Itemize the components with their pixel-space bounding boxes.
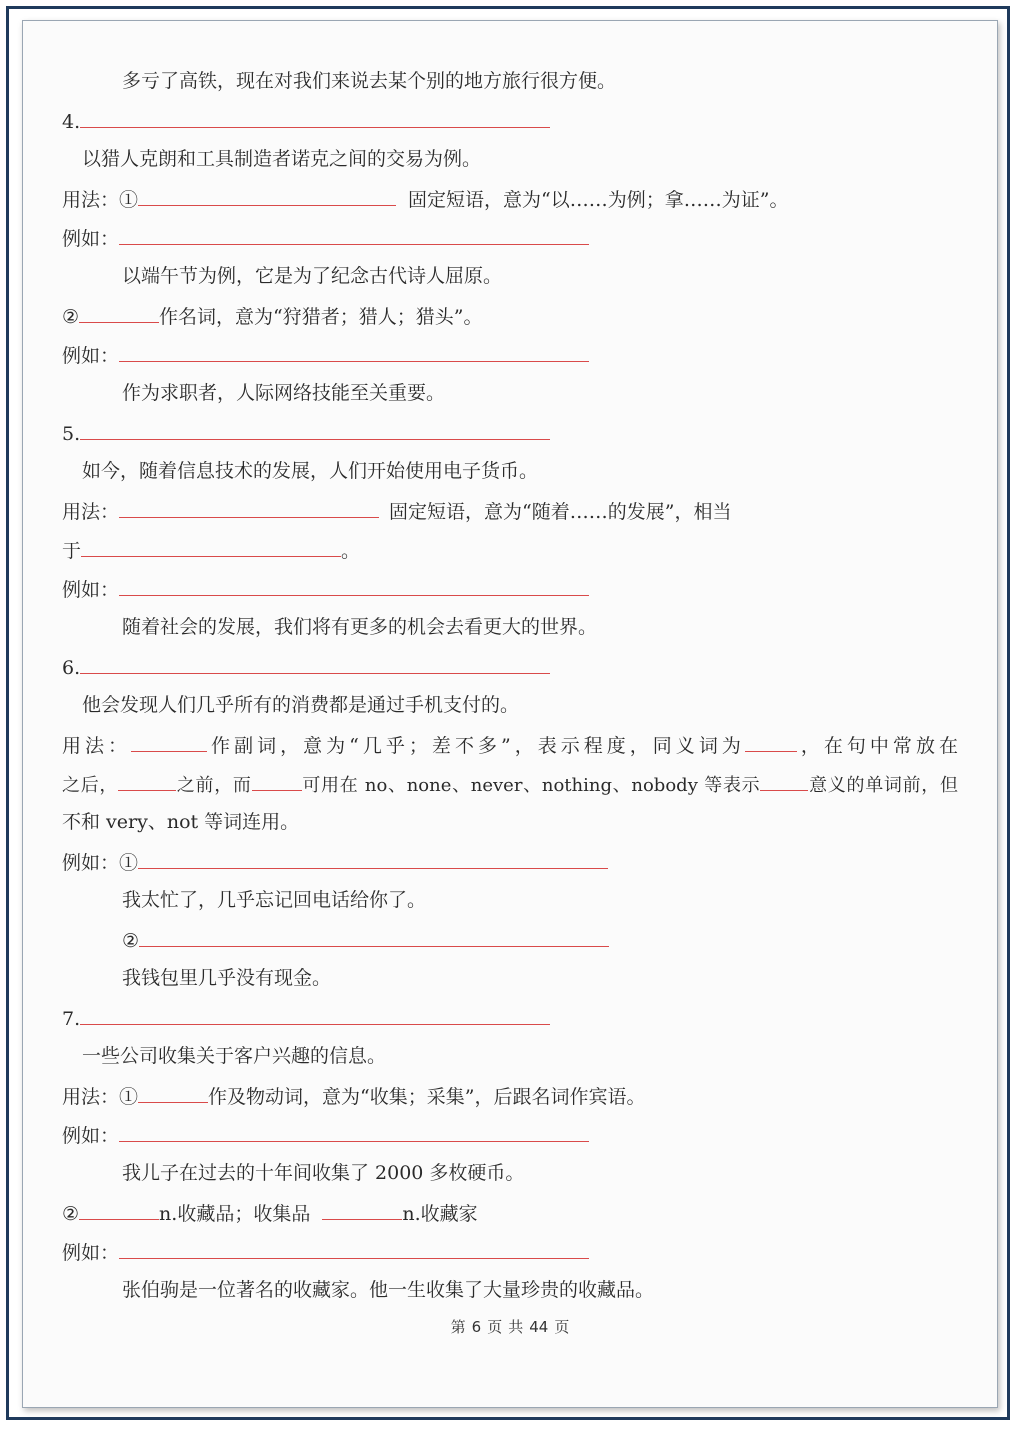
usage-label: 用法：	[62, 735, 132, 757]
usage-row	[62, 1201, 478, 1225]
usage-row	[62, 304, 482, 328]
answer-blank[interactable]	[81, 538, 341, 557]
usage-text: 固定短语，意为“以……为例；拿……为证”。	[408, 189, 789, 211]
answer-blank[interactable]	[79, 304, 159, 323]
page-footer	[0, 1316, 1020, 1337]
answer-blank[interactable]	[80, 1006, 550, 1025]
usage-text: 意义的单词前，但	[808, 775, 959, 796]
page-total: 44	[529, 1318, 549, 1336]
usage-text: 作名词，意为“狩猎者；猎人；猎头”。	[159, 306, 483, 328]
usage-row	[62, 733, 958, 757]
item-5-row	[62, 421, 550, 445]
answer-blank[interactable]	[119, 577, 589, 596]
usage-row	[62, 1084, 645, 1108]
source-sentence: 如今，随着信息技术的发展，人们开始使用电子货币。	[82, 460, 539, 482]
answer-blank[interactable]	[138, 187, 396, 206]
example-row	[62, 1123, 589, 1147]
usage-text: n.收藏家	[402, 1203, 478, 1225]
source-sentence: 一些公司收集关于客户兴趣的信息。	[82, 1045, 387, 1067]
answer-blank[interactable]	[131, 733, 207, 752]
example-sentence: 以端午节为例，它是为了纪念古代诗人屈原。	[122, 265, 503, 287]
example-label: 例如：	[62, 345, 120, 367]
usage-text: 作及物动词，意为“收集；采集”，后跟名词作宾语。	[208, 1086, 646, 1108]
usage-row-continued: 不和 very、not 等词连用。	[62, 811, 300, 833]
usage-text: 之后，	[62, 775, 119, 796]
source-sentence: 以猎人克朗和工具制造者诺克之间的交易为例。	[82, 148, 482, 170]
footer-text: 页	[554, 1318, 570, 1336]
item-number: 6.	[62, 657, 81, 679]
example-row	[62, 226, 589, 250]
item-6-row	[62, 655, 550, 679]
example-row	[62, 577, 589, 601]
example-label: 例如：	[62, 1125, 120, 1147]
answer-blank[interactable]	[139, 928, 609, 947]
footer-text: 共	[508, 1318, 524, 1336]
source-sentence: 他会发现人们几乎所有的消费都是通过手机支付的。	[82, 694, 520, 716]
example-sentence: 多亏了高铁，现在对我们来说去某个别的地方旅行很方便。	[122, 70, 617, 92]
footer-text: 页	[487, 1318, 503, 1336]
answer-blank[interactable]	[118, 772, 176, 791]
usage-label: ②	[62, 1203, 80, 1225]
example-row	[62, 1240, 589, 1264]
usage-text: 。	[341, 540, 361, 562]
usage-row	[62, 499, 731, 523]
item-number: 4.	[62, 111, 81, 133]
answer-blank[interactable]	[119, 1123, 589, 1142]
answer-blank[interactable]	[138, 1084, 208, 1103]
example-label: ②	[122, 930, 140, 952]
answer-blank[interactable]	[252, 772, 302, 791]
usage-text: 可用在 no、none、never、nothing、nobody 等表示	[301, 775, 761, 796]
answer-blank[interactable]	[745, 733, 797, 752]
item-7-row	[62, 1006, 550, 1030]
example-sentence: 作为求职者，人际网络技能至关重要。	[122, 382, 446, 404]
footer-text: 第	[450, 1318, 466, 1336]
example-label: 例如：	[62, 579, 120, 601]
usage-text: 固定短语，意为“随着……的发展”，相当	[389, 501, 732, 523]
example-row	[122, 928, 609, 952]
answer-blank[interactable]	[119, 1240, 589, 1259]
usage-label: 用法：①	[62, 1086, 139, 1108]
example-row	[62, 343, 589, 367]
usage-text: 作副词，意为“几乎；差不多”，表示程度，同义词为	[207, 735, 745, 757]
item-number: 5.	[62, 423, 81, 445]
usage-text: n.收藏品；收集品	[159, 1203, 311, 1225]
item-4-row	[62, 109, 550, 133]
usage-label: 用法：	[62, 501, 120, 523]
answer-blank[interactable]	[80, 109, 550, 128]
answer-blank[interactable]	[119, 499, 379, 518]
example-label: 例如：	[62, 228, 120, 250]
answer-blank[interactable]	[119, 343, 589, 362]
answer-blank[interactable]	[80, 421, 550, 440]
usage-row-continued	[62, 538, 360, 562]
usage-label: ②	[62, 306, 80, 328]
example-sentence: 我钱包里几乎没有现金。	[122, 967, 332, 989]
answer-blank[interactable]	[760, 772, 808, 791]
usage-row-continued	[62, 772, 958, 797]
usage-text: 于	[62, 540, 82, 562]
answer-blank[interactable]	[138, 850, 608, 869]
example-label: 例如：	[62, 1242, 120, 1264]
example-sentence: 张伯驹是一位著名的收藏家。他一生收集了大量珍贵的收藏品。	[122, 1279, 655, 1301]
example-row	[62, 850, 608, 874]
example-sentence: 随着社会的发展，我们将有更多的机会去看更大的世界。	[122, 616, 598, 638]
example-label: 例如：①	[62, 852, 139, 874]
usage-text: ，在句中常放在	[796, 735, 958, 757]
answer-blank[interactable]	[79, 1201, 159, 1220]
item-number: 7.	[62, 1008, 81, 1030]
example-sentence: 我儿子在过去的十年间收集了 2000 多枚硬币。	[122, 1162, 525, 1184]
page-number: 6	[471, 1318, 482, 1336]
answer-blank[interactable]	[119, 226, 589, 245]
usage-text: 之前，而	[176, 775, 252, 796]
answer-blank[interactable]	[80, 655, 550, 674]
usage-row	[62, 187, 788, 211]
usage-label: 用法：①	[62, 189, 139, 211]
answer-blank[interactable]	[322, 1201, 402, 1220]
example-sentence: 我太忙了，几乎忘记回电话给你了。	[122, 889, 427, 911]
